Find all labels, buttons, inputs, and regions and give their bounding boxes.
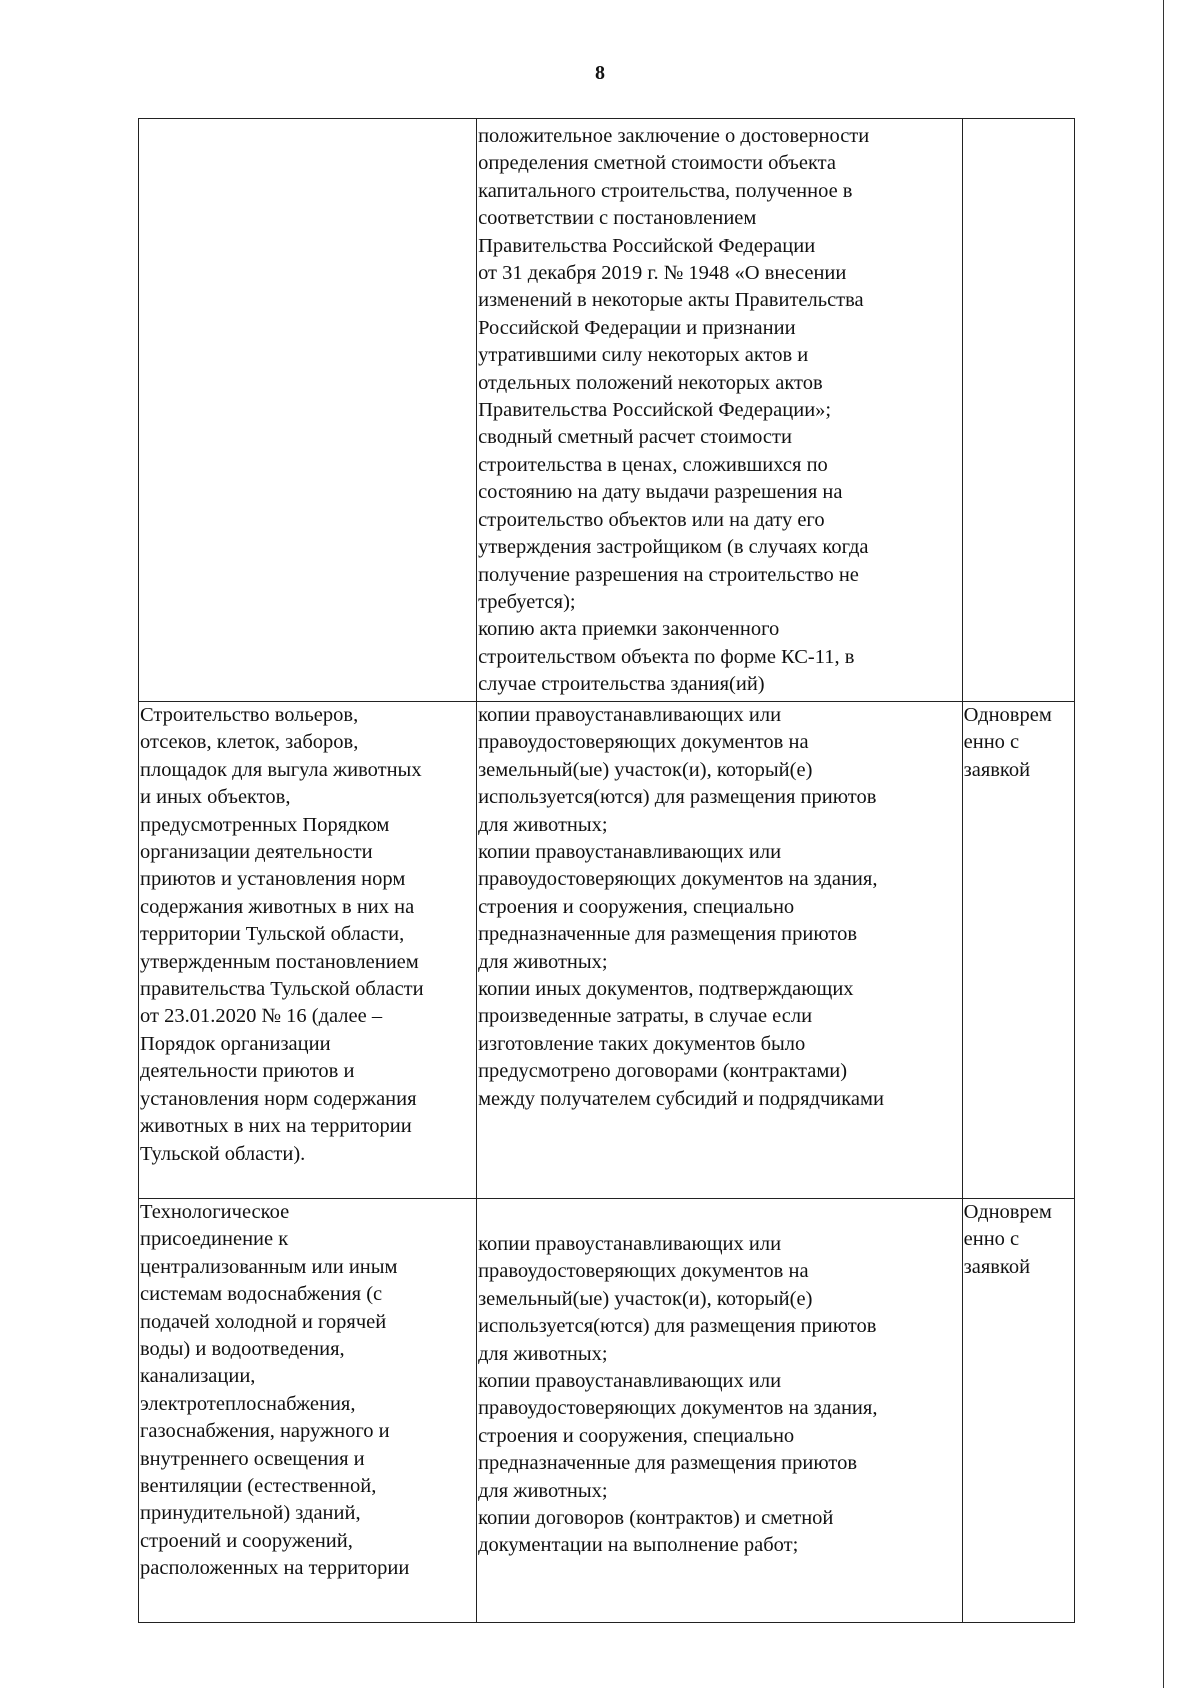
table-cell-documents: [477, 119, 963, 702]
table-cell-activity: [139, 119, 477, 702]
table-cell-deadline: [962, 702, 1074, 1199]
documents-text: положительное заключение о достоверности определения сметной стоимости объекта капитального строительства, полученное в соответствии с постановлением Правительства Российской Федерации от 31 декабря 2019 г. № 1948 «О внесении изменений в некоторые акты Правительства Российской Федерации и признании утратившими силу некоторых актов и отдельных положений некоторых актов Правительства Российской Федерации»; сводный сметный расчет стоимости строительства в ценах, сложившихся по состоянию на дату выдачи разрешения на строительство объектов или на дату его утверждения застройщиком (в случаях когда получение разрешения на строительство не требуется); копию акта приемки законченного строительством объекта по форме КС-11, в случае строительства здания(ий): [478, 125, 870, 696]
deadline-text: Одноврем енно с заявкой: [963, 704, 1052, 781]
requirements-table: [138, 118, 1075, 1623]
scan-margin-line: [1163, 0, 1164, 1688]
table-row: [139, 702, 1075, 1199]
page-number: 8: [595, 62, 605, 84]
documents-text: копии правоустанавливающих или правоудостоверяющих документов на земельный(ые) участок(и), который(е) используется(ются) для размещения приютов для животных; копии правоустанавливающих или правоудостоверяющих документов на здания, строения и сооружения, специально предназначенные для размещения приютов для животных; копии иных документов, подтверждающих произведенные затраты, в случае если изготовление таких документов было предусмотрено договорами (контрактами) между получателем субсидий и подрядчиками: [478, 704, 884, 1110]
deadline-text: Одноврем енно с заявкой: [963, 1201, 1052, 1278]
documents-text: копии правоустанавливающих или правоудостоверяющих документов на земельный(ые) участок(и), который(е) используется(ются) для размещения приютов для животных; копии правоустанавливающих или правоудостоверяющих документов на здания, строения и сооружения, специально предназначенные для размещения приютов для животных; копии договоров (контрактов) и сметной документации на выполнение работ;: [478, 1233, 878, 1557]
table-cell-activity: [139, 702, 477, 1199]
table-cell-activity: [139, 1199, 477, 1623]
table-row: [139, 1199, 1075, 1623]
activity-text: Строительство вольеров, отсеков, клеток, заборов, площадок для выгула животных и иных объектов, предусмотренных Порядком организации деятельности приютов и установления норм содержания животных в них на территории Тульской области, утвержденным постановлением правительства Тульской области от 23.01.2020 № 16 (далее – Порядок организации деятельности приютов и установления норм содержания животных в них на территории Тульской области).: [140, 704, 424, 1165]
activity-text: Технологическое присоединение к централизованным или иным системам водоснабжения (с подачей холодной и горячей воды) и водоотведения, канализации, электротеплоснабжения, газоснабжения, наружного и внутреннего освещения и вентиляции (естественной, принудительной) зданий, строений и сооружений, расположенных на территории: [140, 1201, 410, 1580]
table-cell-deadline: [962, 119, 1074, 702]
table-cell-documents: [477, 1199, 963, 1623]
table-cell-deadline: [962, 1199, 1074, 1623]
table-row: [139, 119, 1075, 702]
table-cell-documents: [477, 702, 963, 1199]
